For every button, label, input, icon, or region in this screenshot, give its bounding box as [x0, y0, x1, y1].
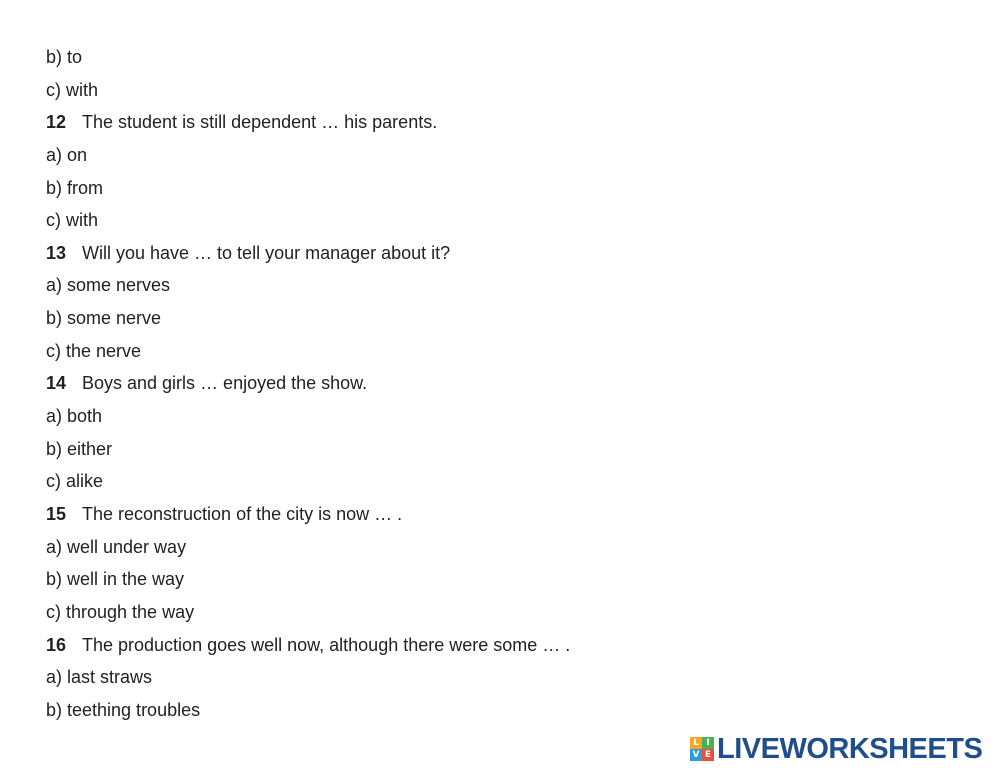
- option-text: b) to: [46, 47, 83, 67]
- question-text: The student is still dependent … his parents.: [82, 112, 438, 133]
- question-number: 14: [46, 373, 67, 394]
- logo-mark-letter: L: [690, 737, 702, 749]
- question-line: [46, 371, 946, 404]
- option-line: [46, 469, 946, 502]
- question-number: 16: [46, 634, 67, 655]
- option-line: [46, 143, 946, 176]
- option-text: a) both: [46, 406, 103, 427]
- option-text: c) the nerve: [46, 340, 142, 361]
- option-text: b) well in the way: [46, 569, 185, 590]
- question-number: 13: [46, 242, 67, 263]
- option-line: [46, 535, 946, 568]
- option-line: [46, 306, 946, 339]
- question-line: [46, 241, 946, 274]
- option-text: a) on: [46, 144, 88, 165]
- option-line: [46, 339, 946, 372]
- option-line: [46, 78, 946, 111]
- option-text: b) teething troubles: [46, 699, 201, 720]
- question-text: Boys and girls … enjoyed the show.: [82, 373, 368, 394]
- liveworksheets-logo-icon: [690, 737, 714, 761]
- option-text: a) some nerves: [46, 275, 171, 296]
- question-number: 15: [46, 503, 67, 524]
- option-line: [46, 273, 946, 306]
- option-text: b) some nerve: [46, 308, 162, 329]
- logo-text: LIVEWORKSHEETS: [717, 733, 983, 765]
- option-line: [46, 600, 946, 633]
- option-text: a) last straws: [46, 667, 153, 688]
- question-line: [46, 502, 946, 535]
- question-text: The reconstruction of the city is now … .: [82, 503, 403, 524]
- option-line: [46, 437, 946, 470]
- question-line: [46, 633, 946, 666]
- question-text: Will you have … to tell your manager about it?: [82, 242, 451, 263]
- option-line: [46, 45, 946, 78]
- option-line: [46, 665, 946, 698]
- question-number: 12: [46, 112, 67, 133]
- option-line: [46, 176, 946, 209]
- question-text: The production goes well now, although there were some … .: [82, 634, 571, 655]
- option-text: c) through the way: [46, 601, 195, 622]
- option-line: [46, 567, 946, 600]
- option-text: c) with: [46, 210, 99, 231]
- option-text: b) either: [46, 438, 113, 459]
- option-line: [46, 208, 946, 241]
- option-line: [46, 404, 946, 437]
- liveworksheets-logo[interactable]: [690, 733, 982, 765]
- worksheet-content: [46, 45, 946, 730]
- logo-mark-letter: I: [702, 737, 714, 749]
- logo-mark-letter: V: [690, 749, 702, 761]
- option-text: a) well under way: [46, 536, 187, 557]
- option-text: b) from: [46, 177, 104, 198]
- logo-mark-letter: E: [702, 749, 714, 761]
- option-text: c) alike: [46, 471, 104, 492]
- option-text: c) with: [46, 79, 99, 100]
- option-line: [46, 698, 946, 731]
- question-line: [46, 110, 946, 143]
